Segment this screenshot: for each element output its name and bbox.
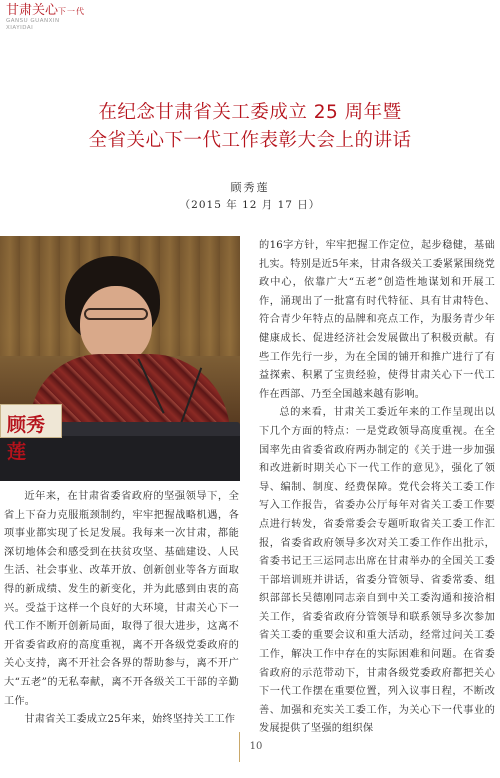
magazine-masthead [6, 4, 96, 34]
nameplate-text: 顾秀莲 [7, 414, 46, 463]
photo-speaker-glasses [84, 308, 148, 320]
article-title-line2: 全省关心下一代工作表彰大会上的讲话 [88, 130, 412, 151]
photo-nameplate [0, 404, 62, 463]
page-number: 10 [249, 741, 263, 752]
masthead-cn: 甘肃关心 [6, 3, 59, 18]
article-right-column [259, 237, 495, 739]
paragraph: 总的来看，甘肃关工委近年来的工作呈现出以下几个方面的特点：一是党政领导高度重视。在全国率先由省委省政府两办制定的《关于进一步加强和改进新时期关心下一代工作的意见》，强化了领导、编制、制度、经费保障。党代会将关工委工作写入工作报告，省委办公厅每年对省关工委工作要点进行转发，省委常委会专题听取省关工委工作汇报，省委省政府领导多次对关工委工作作出批示，省委书记王三运同志出席在甘肃举办的全国关工委干部培训班并讲话，省委分管领导、省委常委、组织部部长吴德刚同志亲自到中关工委沟通和接洽相关工作，省委省政府分管领导和联系领导多次参加省关工委的重要会议和重大活动，经常过问关工委工作，解决工作中存在的实际困难和问题。在省委省政府的示范带动下，甘肃各级党委政府都把关心下一代工作摆在重要位置，列入议事日程，不断改善、加强和充实关工委工作，为关心下一代事业的发展提供了坚强的组织保 [259, 407, 495, 735]
paragraph: 近年来，在甘肃省委省政府的坚强领导下，全省上下奋力克服瓶颈制约，牢牢把握战略机遇，各项事业都实现了长足发展。我每来一次甘肃，都能深切地体会和感受到在扶贫攻坚、基础建设、人民生活、社会事业、改革开放、创新创业等各方面取得的新成绩、发生的新变化，并为此感到由衷的高兴。受益于这样一个良好的大环境，甘肃关心下一代工作不断开创新局面，取得了很大进步，这离不开省委省政府的高度重视，离不开各级党委政府的关心支持，离不开社会各界的帮助参与，离不开广大“五老”的无私奉献，离不开各级关工干部的辛勤工作。 [4, 491, 239, 707]
article-date: （2015 年 12 月 17 日） [179, 199, 321, 211]
photo-speaker-face [80, 286, 152, 364]
page-number-divider [239, 732, 240, 762]
article-title-line1: 在纪念甘肃省关工委成立 25 周年暨 [98, 102, 402, 123]
article-author: 顾秀莲 [230, 181, 270, 194]
article-left-column [4, 488, 239, 730]
masthead-en-line1: GANSU GUANXIN [6, 18, 60, 24]
speaker-photo [0, 236, 240, 481]
masthead-en-line2: XIAYIDAI [6, 25, 34, 31]
masthead-cn-sub: 下一代 [58, 7, 86, 16]
paragraph: 甘肃省关工委成立25年来，始终坚持关工工作 [24, 714, 236, 726]
paragraph: 的16字方针，牢牢把握工作定位，起步稳健，基础扎实。特别是近5年来，甘肃各级关工委紧紧围绕党政中心，依靠广大“五老”创造性地谋划和开展工作，涌现出了一批富有时代特征、具有甘肃特色、符合青少年特点的品牌和亮点工作，为服务青少年健康成长、促进经济社会发展做出了积极贡献。有些工作先行一步，为在全国的铺开和推广进行了有益探索、积累了宝贵经验，使得甘肃关心下一代工作在西部、乃至全国越来越有影响。 [259, 240, 495, 400]
